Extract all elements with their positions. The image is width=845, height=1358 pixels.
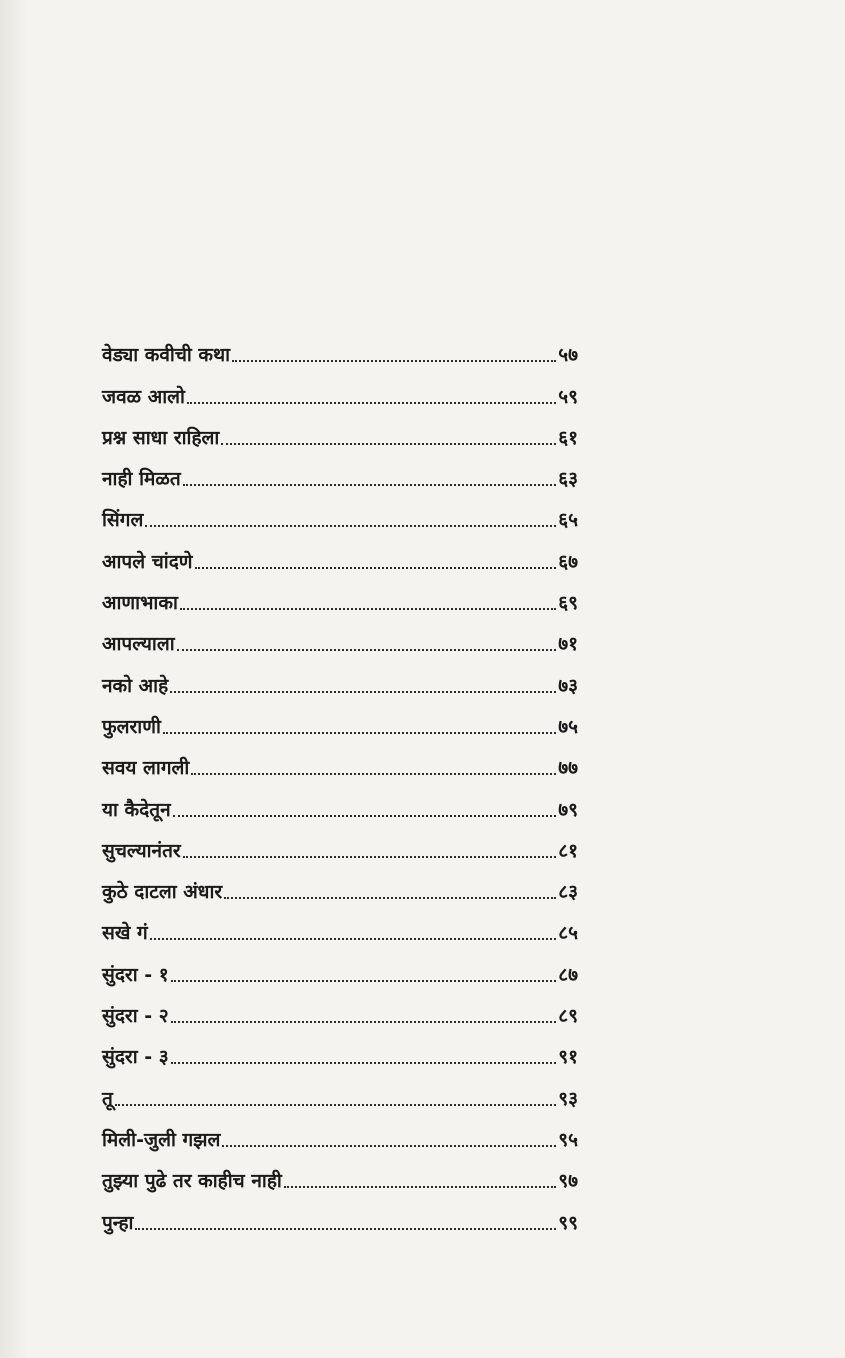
toc-entry (102, 409, 578, 450)
toc-entry-page: ५७ (558, 344, 578, 367)
dot-leader (187, 401, 556, 404)
toc-entry-title: आपल्याला (102, 633, 175, 656)
toc-entry-page: ७९ (558, 798, 578, 821)
table-of-contents (102, 326, 578, 1235)
toc-entry (102, 326, 578, 367)
toc-entry-title: सखे गं (102, 922, 148, 945)
toc-entry-page: ६१ (558, 426, 578, 449)
dot-leader (191, 772, 556, 775)
toc-entry-page: ६५ (558, 509, 578, 532)
dot-leader (173, 814, 557, 817)
toc-entry (102, 367, 578, 408)
toc-entry-page: ८५ (558, 922, 578, 945)
dot-leader (195, 566, 557, 569)
toc-entry-title: तू (102, 1087, 113, 1110)
dot-leader (170, 690, 556, 693)
toc-entry-title: प्रश्न साधा राहिला (102, 426, 220, 449)
toc-entry (102, 532, 578, 573)
toc-entry-title: सुंदरा - १ (102, 963, 169, 986)
toc-entry-title: वेड्या कवीची कथा (102, 344, 231, 367)
toc-entry-page: ६७ (558, 550, 578, 573)
dot-leader (232, 359, 556, 362)
dot-leader (224, 896, 556, 899)
toc-entry (102, 987, 578, 1028)
toc-entry (102, 656, 578, 697)
toc-entry-page: ९७ (558, 1170, 578, 1193)
dot-leader (150, 937, 557, 940)
toc-entry-page: ८१ (558, 839, 578, 862)
toc-entry-page: ९५ (558, 1128, 578, 1151)
toc-entry-title: पुन्हा (102, 1211, 134, 1234)
dot-leader (284, 1185, 556, 1188)
toc-entry-page: ७५ (558, 715, 578, 738)
toc-entry (102, 863, 578, 904)
toc-entry-page: ८७ (558, 963, 578, 986)
dot-leader (171, 1020, 557, 1023)
toc-entry-title: तुझ्या पुढे तर काहीच नाही (102, 1170, 282, 1193)
toc-entry-page: ९३ (558, 1087, 578, 1110)
toc-entry-title: नको आहे (102, 674, 169, 697)
toc-entry-page: ९९ (558, 1211, 578, 1234)
dot-leader (163, 731, 556, 734)
toc-entry-title: सुचल्यानंतर (102, 839, 181, 862)
dot-leader (183, 483, 557, 486)
dot-leader (222, 1144, 556, 1147)
toc-entry (102, 904, 578, 945)
toc-entry-page: ७३ (558, 674, 578, 697)
toc-entry (102, 450, 578, 491)
toc-entry-page: ५९ (558, 385, 578, 408)
toc-entry-page: ८९ (558, 1005, 578, 1028)
toc-entry (102, 739, 578, 780)
toc-entry (102, 1152, 578, 1193)
toc-entry-page: ७७ (558, 757, 578, 780)
toc-entry-title: सवय लागली (102, 757, 190, 780)
toc-entry-title: सुंदरा - २ (102, 1005, 169, 1028)
toc-entry-title: नाही मिळत (102, 468, 181, 491)
toc-entry (102, 822, 578, 863)
toc-entry-page: ६३ (558, 468, 578, 491)
toc-entry (102, 1193, 578, 1234)
toc-entry (102, 1069, 578, 1110)
toc-entry-title: आपले चांदणे (102, 550, 193, 573)
toc-entry-title: कुठे दाटला अंधार (102, 881, 223, 904)
toc-entry (102, 1028, 578, 1069)
toc-entry (102, 615, 578, 656)
dot-leader (183, 855, 557, 858)
toc-entry (102, 574, 578, 615)
toc-entry (102, 780, 578, 821)
toc-entry (102, 491, 578, 532)
toc-entry-title: जवळ आलो (102, 385, 185, 408)
dot-leader (171, 1061, 557, 1064)
toc-entry-title: या कैदेतून (102, 798, 171, 821)
dot-leader (171, 979, 557, 982)
toc-entry (102, 945, 578, 986)
toc-entry-title: फुलराणी (102, 715, 161, 738)
toc-entry-page: ९१ (558, 1046, 578, 1069)
toc-entry (102, 698, 578, 739)
dot-leader (177, 648, 557, 651)
toc-entry-title: मिली-जुली गझल (102, 1128, 221, 1151)
page-edge-shadow (0, 0, 28, 1358)
toc-entry (102, 1111, 578, 1152)
dot-leader (145, 524, 556, 527)
toc-entry-page: ७१ (558, 633, 578, 656)
toc-entry-page: ८३ (558, 881, 578, 904)
toc-entry-title: सिंगल (102, 509, 144, 532)
dot-leader (115, 1103, 556, 1106)
toc-entry-page: ६९ (558, 592, 578, 615)
dot-leader (180, 607, 556, 610)
dot-leader (221, 442, 556, 445)
toc-entry-title: सुंदरा - ३ (102, 1046, 169, 1069)
toc-entry-title: आणाभाका (102, 592, 178, 615)
dot-leader (135, 1227, 556, 1230)
